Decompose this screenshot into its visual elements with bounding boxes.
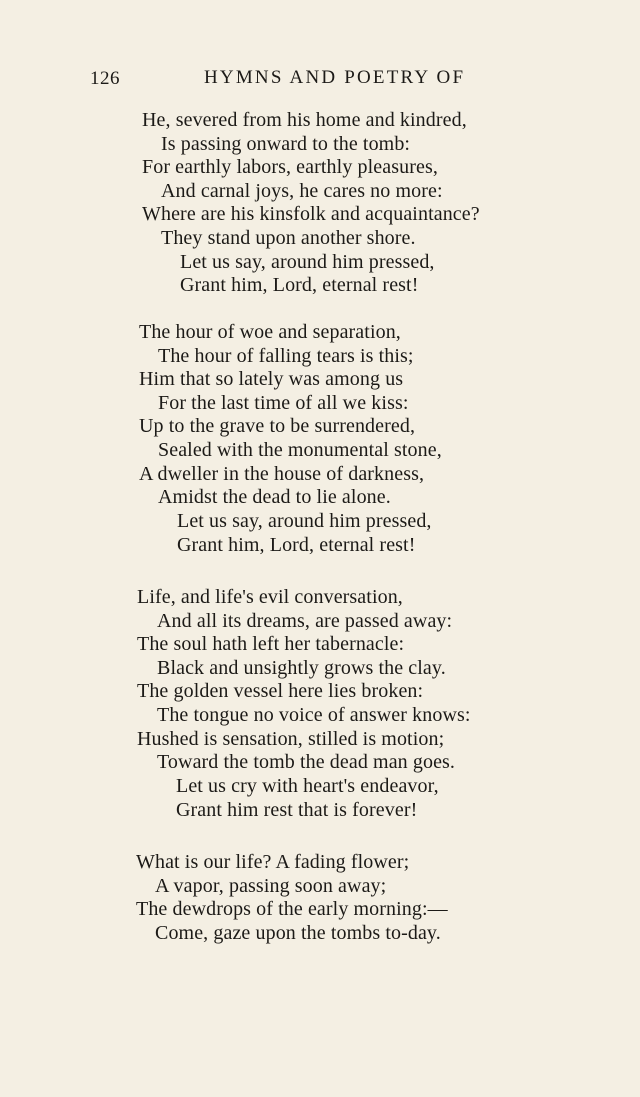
refrain-line: Grant him, Lord, eternal rest!	[177, 534, 416, 556]
refrain-line: Grant him rest that is forever!	[176, 799, 418, 821]
poem-line: The soul hath left her tabernacle:	[137, 633, 405, 655]
poem-line: Where are his kinsfolk and acquaintance?	[142, 203, 480, 225]
poem-line: What is our life? A fading flower;	[136, 851, 410, 873]
poem-line: The hour of falling tears is this;	[158, 345, 414, 367]
poem-line: Amidst the dead to lie alone.	[158, 486, 391, 508]
running-title: HYMNS AND POETRY OF	[204, 67, 466, 88]
poem-line: The dewdrops of the early morning:—	[136, 898, 448, 920]
poem-line: Toward the tomb the dead man goes.	[157, 751, 456, 773]
refrain-line: Let us say, around him pressed,	[180, 251, 435, 273]
poem-line: The golden vessel here lies broken:	[137, 680, 424, 702]
poem-line: And all its dreams, are passed away:	[157, 610, 453, 632]
poem-line: For earthly labors, earthly pleasures,	[142, 156, 438, 178]
poem-line: The tongue no voice of answer knows:	[157, 704, 471, 726]
poem-line: Life, and life's evil conversation,	[137, 586, 403, 608]
poem-line: Black and unsightly grows the clay.	[157, 657, 446, 679]
poem-line: And carnal joys, he cares no more:	[161, 180, 443, 202]
refrain-line: Let us say, around him pressed,	[177, 510, 432, 532]
poem-line: Up to the grave to be surrendered,	[139, 415, 416, 437]
poem-line: The hour of woe and separation,	[139, 321, 401, 343]
poem-line: A vapor, passing soon away;	[155, 875, 387, 897]
refrain-line: Let us cry with heart's endeavor,	[176, 775, 439, 797]
poem-line: For the last time of all we kiss:	[158, 392, 409, 414]
poem-line: They stand upon another shore.	[161, 227, 416, 249]
poem-line: He, severed from his home and kindred,	[142, 109, 467, 131]
poem-line: Sealed with the monumental stone,	[158, 439, 442, 461]
poem-line: Him that so lately was among us	[139, 368, 404, 390]
poem-line: Hushed is sensation, stilled is motion;	[137, 728, 445, 750]
poem-line: Come, gaze upon the tombs to-day.	[155, 922, 441, 944]
poem-line: A dweller in the house of darkness,	[139, 463, 425, 485]
page-number: 126	[90, 68, 120, 89]
poem-line: Is passing onward to the tomb:	[161, 133, 411, 155]
refrain-line: Grant him, Lord, eternal rest!	[180, 274, 419, 296]
